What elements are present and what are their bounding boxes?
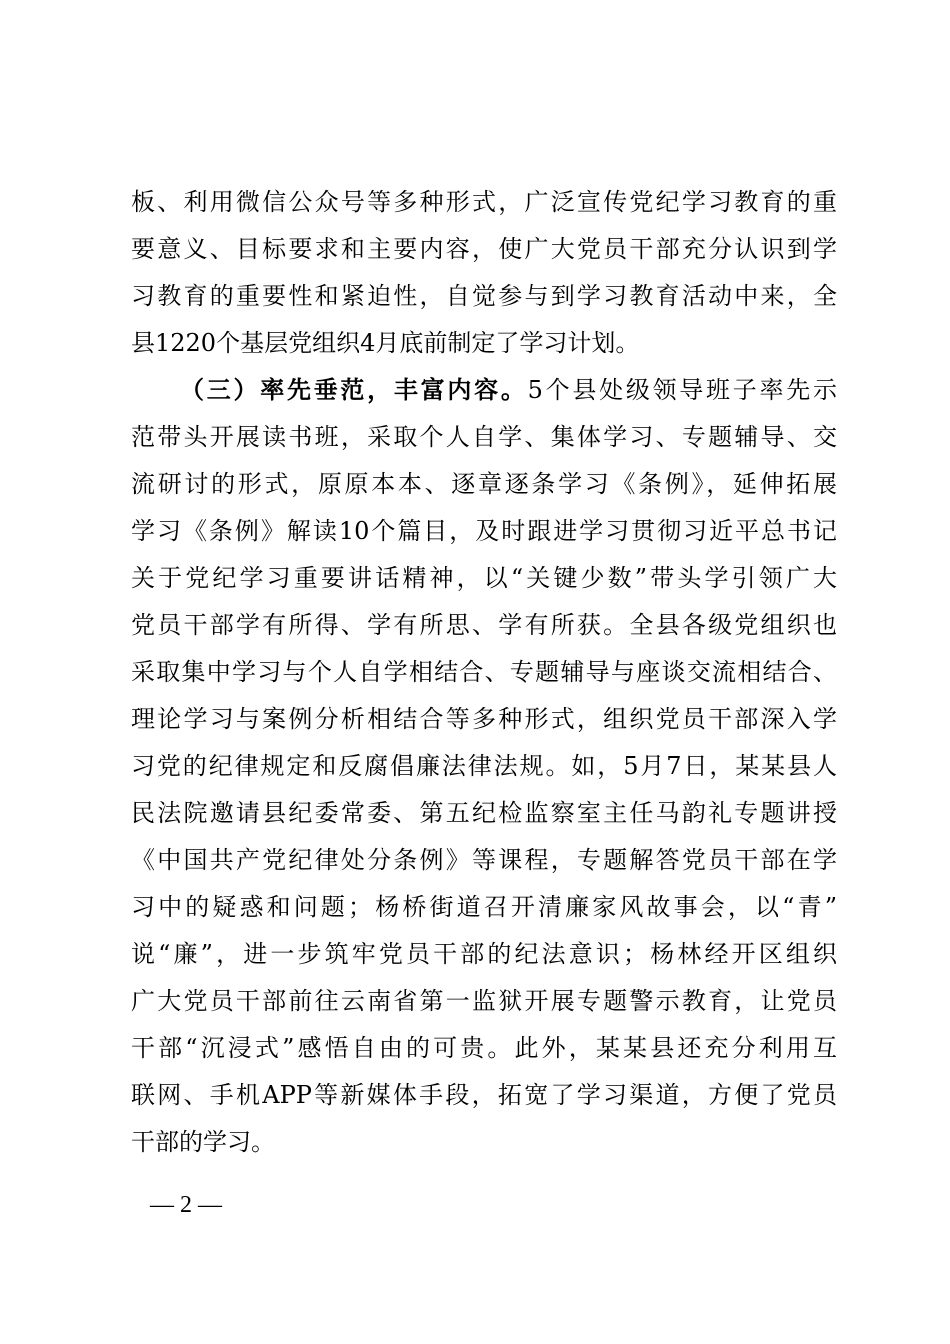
paragraph-1-line-4: 县1220个基层党组织4月底前制定了学习计划。 [131, 329, 640, 357]
paragraph-2-line-14: 广大党员干部前往云南省第一监狱开展专题警示教育，让党员 [131, 987, 837, 1015]
paragraph-2-line-1 [180, 370, 837, 410]
paragraph-2-line-13: 说“廉”，进一步筑牢党员干部的纪法意识；杨林经开区组织 [131, 940, 837, 968]
paragraph-2-line-3: 流研讨的形式，原原本本、逐章逐条学习《条例》，延伸拓展 [131, 470, 837, 498]
paragraph-2-line-11: 《中国共产党纪律处分条例》等课程，专题解答党员干部在学 [131, 846, 837, 874]
paragraph-2-line-10: 民法院邀请县纪委常委、第五纪检监察室主任马韵礼专题讲授 [131, 799, 837, 827]
paragraph-2-line-6: 党员干部学有所得、学有所思、学有所获。全县各级党组织也 [131, 611, 837, 639]
section-heading: （三）率先垂范，丰富内容。 [180, 375, 528, 404]
paragraph-2-line-16: 联网、手机APP等新媒体手段，拓宽了学习渠道，方便了党员 [131, 1081, 837, 1109]
paragraph-2-line-4: 学习《条例》解读10个篇目，及时跟进学习贯彻习近平总书记 [131, 517, 837, 545]
paragraph-2-line-5: 关于党纪学习重要讲话精神，以“关键少数”带头学引领广大 [131, 564, 837, 592]
paragraph-2-line-12: 习中的疑惑和问题；杨桥街道召开清廉家风故事会，以“青” [131, 893, 837, 921]
paragraph-1-line-1: 板、利用微信公众号等多种形式，广泛宣传党纪学习教育的重 [131, 188, 837, 216]
paragraph-1-line-3: 习教育的重要性和紧迫性，自觉参与到学习教育活动中来，全 [131, 282, 837, 310]
paragraph-2-line-17: 干部的学习。 [131, 1128, 275, 1156]
paragraph-2-line-1-rest: 5个县处级领导班子率先示 [527, 376, 837, 404]
paragraph-2-line-9: 习党的纪律规定和反腐倡廉法律法规。如，5月7日，某某县人 [131, 752, 837, 780]
paragraph-2-line-7: 采取集中学习与个人自学相结合、专题辅导与座谈交流相结合、 [131, 658, 837, 686]
paragraph-1-line-2: 要意义、目标要求和主要内容，使广大党员干部充分认识到学 [131, 235, 837, 263]
paragraph-2-line-8: 理论学习与案例分析相结合等多种形式，组织党员干部深入学 [131, 705, 837, 733]
paragraph-2-line-15: 干部“沉浸式”感悟自由的可贵。此外，某某县还充分利用互 [131, 1034, 837, 1062]
page-number: — 2 — [150, 1192, 222, 1218]
paragraph-2-line-2: 范带头开展读书班，采取个人自学、集体学习、专题辅导、交 [131, 423, 837, 451]
